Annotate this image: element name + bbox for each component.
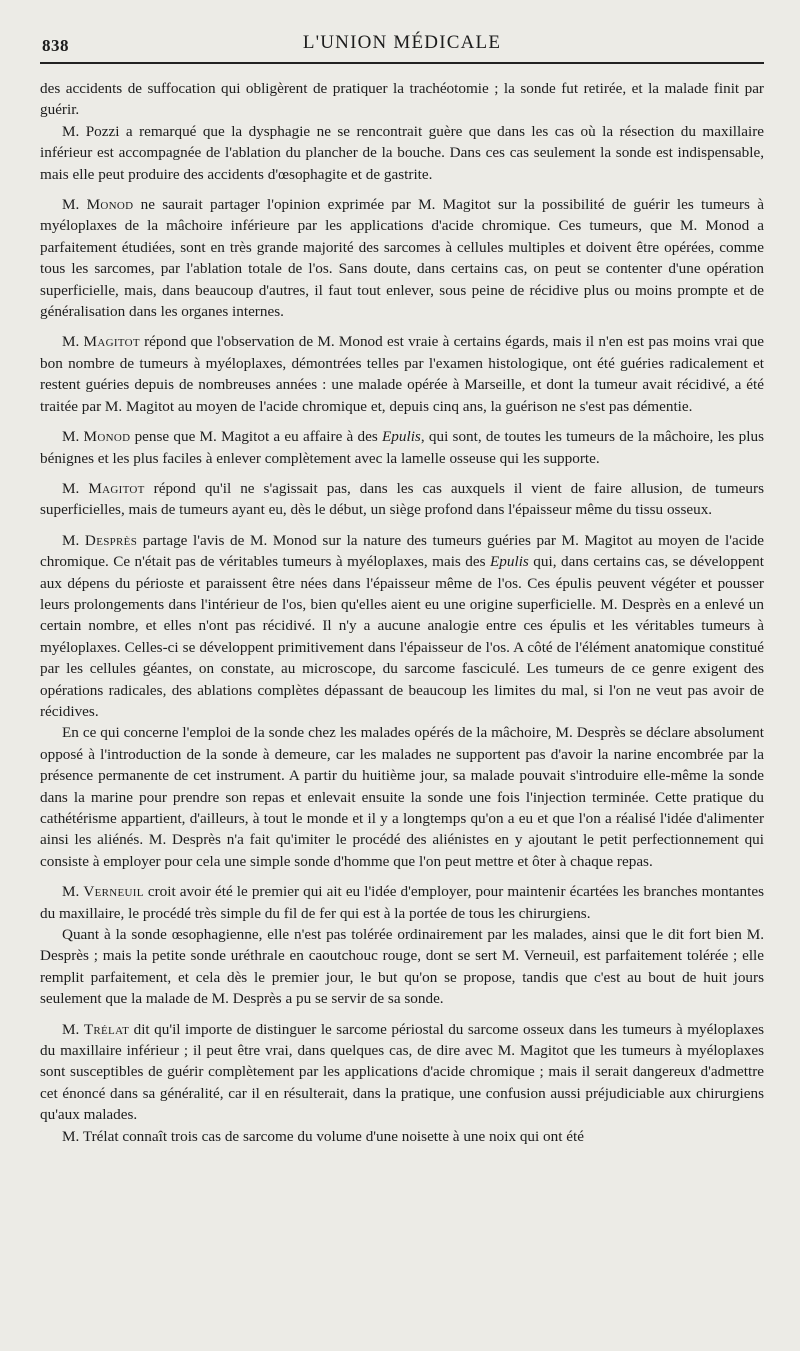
page-number: 838	[42, 36, 69, 55]
paragraph: Quant à la sonde œsophagienne, elle n'est pas tolérée ordinairement par les malades, ainsi que le dit fort bien M. Desprès ; mais la petite sonde uréthrale en caoutchouc rouge, dont se sert M. Verneuil, est parfaitement tolérée ; elle remplit parfaitement, et cela dès le premier jour, le but qu'on se propose, tandis que c'est au bout de huit jours seulement que la malade de M. Desprès a pu se servir de sa sonde.	[40, 926, 764, 1008]
speaker-name: Magitot	[88, 479, 145, 497]
running-header	[40, 28, 764, 64]
paragraph: M. Verneuil croit avoir été le premier qui ait eu l'idée d'employer, pour maintenir écartées les branches montantes du maxillaire, le procédé très simple du fil de fer qui est à la portée de tous les chirurgiens.	[40, 883, 764, 922]
italic-term: Epulis	[382, 428, 421, 446]
article-body	[40, 78, 764, 1147]
paragraph: M. Trélat dit qu'il importe de distinguer le sarcome périostal du sarcome osseux dans les tumeurs à myéloplaxes du maxillaire inférieur ; il peut être vrai, dans quelques cas, de dire avec M. Magitot que les tumeurs à myéloplaxes sont susceptibles de guérir complètement par les applications d'acide chromique ; mais il serait dangereux d'admettre cet énoncé dans sa généralité, car il en résulterait, dans la pratique, une confusion aussi préjudiciable aux chirurgiens qu'aux malades.	[40, 1020, 764, 1124]
italic-term: Epulis	[490, 553, 529, 571]
paragraph: M. Monod ne saurait partager l'opinion exprimée par M. Magitot sur la possibilité de guérir les tumeurs à myéloplaxes de la mâchoire inférieure par les applications d'acide chromique. Ces tumeurs, que M. Monod a parfaitement étudiées, sont en très grande majorité des sarcomes à cellules multiples et doivent être opérées, comme tous les sarcomes, par l'ablation totale de l'os. Sans doute, dans certains cas, on peut se contenter d'une opération superficielle, mais, dans beaucoup d'autres, il faut tout enlever, sous peine de récidive plus ou moins prompte et de généralisation dans les organes internes.	[40, 196, 764, 321]
paragraph: M. Monod pense que M. Magitot a eu affaire à des Epulis, qui sont, de toutes les tumeurs de la mâchoire, les plus bénignes et les plus faciles à enlever complètement avec la lamelle osseuse qui les supporte.	[40, 428, 764, 467]
paragraph: En ce qui concerne l'emploi de la sonde chez les malades opérés de la mâchoire, M. Desprès se déclare absolument opposé à l'introduction de la sonde à demeure, car les malades ne supportent pas d'avoir la narine encombrée par la présence permanente de cet instrument. A partir du huitième jour, sa malade pouvait s'introduire elle-même la sonde dans la marine pour prendre son repas et enlevait ensuite la sonde une fois l'injection terminée. Cette pratique du cathétérisme appartient, d'ailleurs, à tout le monde et il y a longtemps qu'on a eu et que l'on a réalisé l'idée d'alimenter ainsi les aliénés. M. Desprès n'a fait qu'imiter le procédé des aliénistes en y ajoutant le petit perfectionnement qui consiste à employer pour cela une simple sonde d'homme que l'on peut mettre et ôter à chaque repas.	[40, 724, 764, 870]
speaker-name: Trélat	[83, 1020, 130, 1038]
speaker-name: Monod	[83, 428, 131, 446]
speaker-name: Desprès	[84, 531, 138, 549]
paragraph: M. Desprès partage l'avis de M. Monod sur la nature des tumeurs guéries par M. Magitot au moyen de l'acide chromique. Ce n'était pas de véritables tumeurs à myéloplaxes, mais des Epulis qui, dans certains cas, se développent aux dépens du périoste et paraissent être nées dans l'épaisseur même de l'os. Ces épulis peuvent végéter et pousser leurs prolongements dans l'intérieur de l'os, bien qu'elles aient eu une origine superficielle. M. Desprès en a enlevé un certain nombre, et elles n'ont pas récidivé. Il n'y a aucune analogie entre ces épulis et les véritables tumeurs à myéloplaxes. Celles-ci se développent primitivement dans l'épaisseur de l'os. A côté de l'élément anatomique constitué par les cellules géantes, on constate, au microscope, du sarcome fasciculé. Les tumeurs de ce genre exigent des opérations radicales, des ablations complètes dépassant de beaucoup les limites du mal, si l'on ne veut pas avoir de récidives.	[40, 531, 764, 720]
paragraph: M. Pozzi a remarqué que la dysphagie ne se rencontrait guère que dans les cas où la résection du maxillaire inférieur est accompagnée de l'ablation du plancher de la bouche. Dans ces cas seulement la sonde est indispensable, mais elle peut produire des accidents d'œsophagite et de gastrite.	[40, 122, 764, 183]
paragraph: M. Trélat connaît trois cas de sarcome du volume d'une noisette à une noix qui ont été	[62, 1127, 584, 1145]
paragraph: des accidents de suffocation qui obligèrent de pratiquer la trachéotomie ; la sonde fut retirée, et la malade finit par guérir.	[40, 80, 764, 119]
speaker-name: Magitot	[83, 333, 140, 351]
paragraph: M. Magitot répond que l'observation de M. Monod est vraie à certains égards, mais il n'en est pas moins vrai que bon nombre de tumeurs à myéloplaxes, démontrées telles par l'examen histologique, ont été guéries radicalement et restent guéries depuis de nombreuses années : une malade opérée à Marseille, et dont la tumeur avait récidivé, a été traitée par M. Magitot au moyen de l'acide chromique et, depuis cinq ans, la guérison ne s'est pas démentie.	[40, 333, 764, 415]
speaker-name: Monod	[86, 196, 134, 214]
paragraph: M. Magitot répond qu'il ne s'agissait pas, dans les cas auxquels il vient de faire allusion, de tumeurs superficielles, mais de tumeurs ayant eu, dès le début, un siège profond dans l'épaisseur même du tissu osseux.	[40, 479, 764, 519]
speaker-name: Verneuil	[83, 883, 144, 901]
journal-title: L'UNION MÉDICALE	[302, 32, 502, 53]
